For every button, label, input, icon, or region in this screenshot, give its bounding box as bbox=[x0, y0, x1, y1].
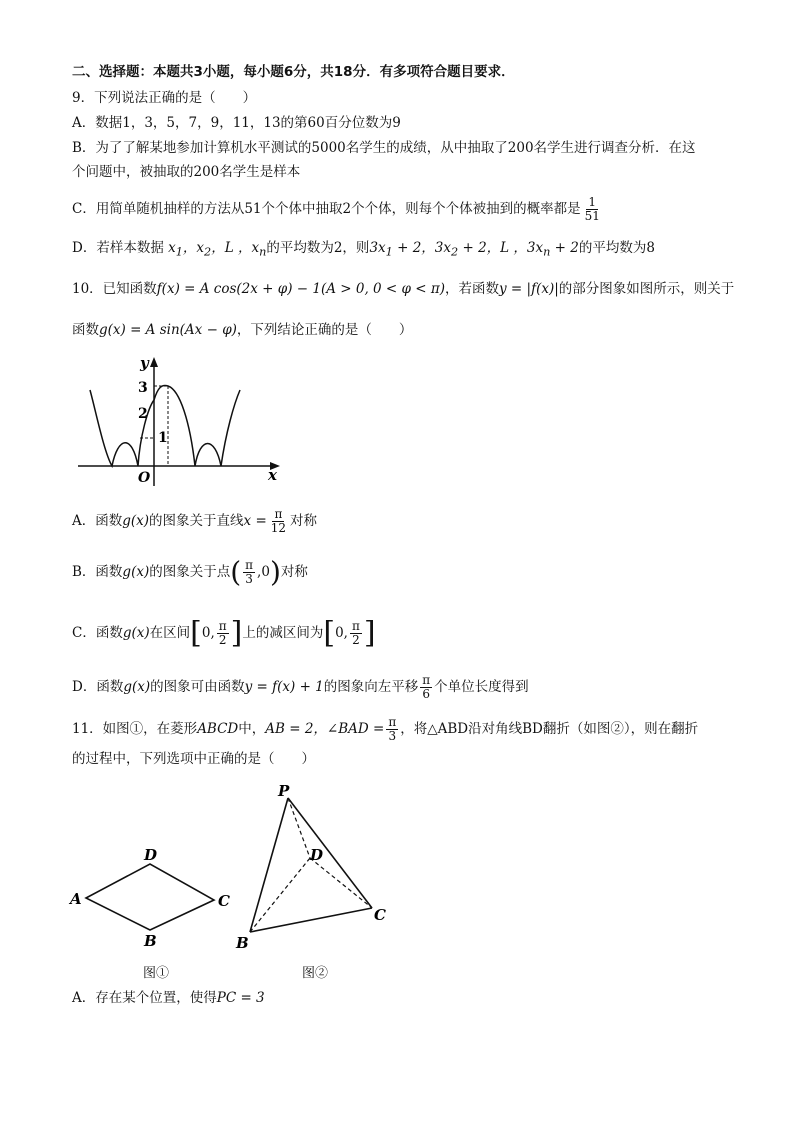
right-bracket: ] bbox=[363, 615, 376, 651]
fraction-denominator: 6 bbox=[422, 687, 431, 701]
function-curve bbox=[90, 385, 240, 466]
fraction-numerator: π bbox=[274, 507, 283, 521]
q10-option-b-fraction bbox=[243, 559, 255, 586]
origin-label: O bbox=[138, 470, 151, 486]
vertex-a-label: A bbox=[70, 890, 82, 908]
q10-option-d bbox=[72, 674, 529, 701]
q10-option-c-g: g(x) bbox=[122, 625, 150, 641]
q10-stem-post: 的部分图象如图所示，则关于 bbox=[558, 281, 735, 297]
tick-label-3: 3 bbox=[138, 380, 148, 396]
q10-stem-pre: 10．已知函数 bbox=[72, 281, 157, 297]
q9-option-b-line1: B．为了了解某地参加计算机水平测试的5000名学生的成绩，从中抽取了200名学生进行调查分析．在这 bbox=[72, 140, 696, 156]
fraction-denominator: 2 bbox=[352, 633, 360, 647]
q9-option-c bbox=[72, 196, 604, 223]
q9-option-b-line2: 个问题中，被抽取的200名学生是样本 bbox=[72, 164, 301, 180]
q9-option-a: A．数据1，3，5，7，9，11，13的第60百分位数为9 bbox=[72, 115, 401, 131]
y-axis-label: y bbox=[140, 354, 149, 372]
rhombus-shape bbox=[86, 864, 214, 930]
q10-option-d-post: 个单位长度得到 bbox=[434, 679, 529, 695]
q11-rhombus-name: ABCD bbox=[197, 721, 239, 737]
q10-stem-mid: ，若函数 bbox=[445, 281, 499, 297]
fraction-numerator: π bbox=[245, 558, 254, 572]
fraction-numerator: π bbox=[422, 673, 431, 687]
q10-option-a-mid: 的图象关于直线 bbox=[149, 513, 244, 529]
y-axis-arrow-icon bbox=[150, 357, 158, 367]
q9-option-c-text: C．用简单随机抽样的方法从51个个体中抽取2个个体，则每个个体被抽到的概率都是 bbox=[72, 201, 581, 217]
interval-zero: 0, bbox=[201, 625, 215, 641]
q10-function-g: g(x) = A sin(Ax − φ) bbox=[99, 322, 237, 338]
q10-option-a bbox=[72, 508, 317, 535]
fraction-denominator: 3 bbox=[245, 572, 253, 586]
q10-option-a-eq: x = bbox=[243, 513, 267, 529]
transformed-data: $3x_1 + 2$，$3x_2 + 2$，L ，$3x_n + 2$ bbox=[369, 240, 579, 259]
q10-option-a-g: g(x) bbox=[122, 513, 150, 529]
q11-option-a bbox=[72, 988, 265, 1008]
fraction-numerator: π bbox=[218, 619, 227, 633]
q9-stem: 9．下列说法正确的是（ ） bbox=[72, 90, 257, 106]
q10-stem-line2 bbox=[72, 320, 412, 340]
fraction-numerator: π bbox=[351, 619, 360, 633]
q11-stem-mid: 中， bbox=[238, 721, 266, 737]
edge-pd bbox=[288, 798, 310, 858]
vertex-d-label: D bbox=[144, 846, 158, 864]
q10-option-b-mid: 的图象关于点 bbox=[149, 564, 231, 580]
figure-2-tetrahedron bbox=[228, 780, 398, 955]
right-bracket: ] bbox=[230, 615, 243, 651]
vertex-b-label: B bbox=[236, 934, 249, 952]
right-paren: ) bbox=[269, 555, 281, 589]
x-axis-label: x bbox=[268, 466, 277, 484]
q10-option-c-fraction-2 bbox=[350, 620, 362, 647]
vertex-d-label: D bbox=[310, 846, 324, 864]
fraction-denominator: 51 bbox=[584, 209, 600, 223]
vertex-b-label: B bbox=[144, 932, 157, 950]
q10-option-b-g: g(x) bbox=[122, 564, 150, 580]
q10-option-c bbox=[72, 615, 376, 651]
figure-1-caption: 图① bbox=[143, 966, 170, 981]
tick-label-1: 1 bbox=[158, 430, 168, 446]
q10-option-b bbox=[72, 555, 308, 589]
q10-option-a-fraction bbox=[269, 508, 288, 535]
interval-zero: 0, bbox=[335, 625, 348, 641]
edge-dc bbox=[310, 858, 372, 908]
left-bracket: [ bbox=[323, 615, 336, 651]
sample-data-x: $x_1$，$x_2$，L ，$x_n$ bbox=[168, 240, 267, 259]
q11-stem-line1 bbox=[72, 716, 698, 743]
q9-option-d-post: 的平均数为8 bbox=[578, 240, 655, 256]
q10-option-d-pre: D．函数 bbox=[72, 679, 124, 695]
q11-stem-pre: 11．如图①，在菱形 bbox=[72, 721, 198, 737]
left-paren: ( bbox=[230, 555, 242, 589]
q10-option-b-post: 对称 bbox=[280, 564, 308, 580]
q11-side-length: AB = 2 bbox=[265, 721, 314, 737]
vertex-c-label: C bbox=[218, 892, 230, 910]
q10-option-c-mid2: 上的减区间为 bbox=[242, 625, 324, 641]
q10-option-b-tail: ,0 bbox=[257, 564, 270, 580]
q10-option-a-pre: A．函数 bbox=[72, 513, 123, 529]
q10-option-c-pre: C．函数 bbox=[72, 625, 123, 641]
left-bracket: [ bbox=[190, 615, 202, 651]
fraction-denominator: 12 bbox=[270, 521, 287, 535]
figure-2-caption: 图② bbox=[302, 966, 329, 981]
q11-stem-line2: 的过程中，下列选项中正确的是（ ） bbox=[72, 751, 315, 767]
q10-option-c-mid: 在区间 bbox=[149, 625, 191, 641]
q10-function-y: y = |f(x)| bbox=[499, 281, 559, 297]
q10-stem-line1 bbox=[72, 279, 734, 299]
q9-option-c-fraction bbox=[583, 196, 602, 223]
q9-option-d bbox=[72, 238, 655, 263]
q11-angle: ，∠BAD = bbox=[313, 721, 385, 737]
tick-label-2: 2 bbox=[138, 406, 148, 422]
q10-option-b-pre: B．函数 bbox=[72, 564, 123, 580]
fraction-numerator: π bbox=[388, 715, 397, 729]
q10-option-d-mid2: 的图象向左平移 bbox=[323, 679, 419, 695]
q10-option-d-fraction bbox=[420, 674, 432, 701]
q11-option-a-eq: PC = 3 bbox=[216, 990, 265, 1006]
edge-bd bbox=[250, 858, 310, 932]
fraction-denominator: 2 bbox=[218, 633, 227, 647]
q9-option-d-pre: D．若样本数据 bbox=[72, 240, 164, 256]
q10-option-d-g: g(x) bbox=[123, 679, 151, 695]
q10-function-f: f(x) = A cos(2x + φ) − 1(A > 0, 0 < φ < π) bbox=[156, 281, 445, 297]
q10-stem2-pre: 函数 bbox=[72, 322, 99, 338]
section-title: 二、选择题：本题共3小题，每小题6分，共18分．有多项符合题目要求． bbox=[72, 64, 515, 80]
vertex-p-label: P bbox=[278, 782, 290, 800]
fraction-denominator: 3 bbox=[388, 729, 397, 743]
q10-graph bbox=[74, 352, 294, 488]
q10-stem2-post: ，下列结论正确的是（ ） bbox=[236, 322, 413, 338]
figure-1-rhombus bbox=[66, 840, 246, 950]
q10-option-d-mid: 的图象可由函数 bbox=[150, 679, 245, 695]
q11-stem-post: ，将△ABD沿对角线BD翻折（如图②），则在翻折 bbox=[400, 721, 699, 737]
vertex-c-label: C bbox=[374, 906, 386, 924]
q10-option-d-func: y = f(x) + 1 bbox=[244, 679, 324, 695]
edge-bc bbox=[250, 908, 372, 932]
q10-option-c-fraction-1 bbox=[217, 620, 229, 647]
q10-option-a-post: 对称 bbox=[290, 513, 318, 529]
q11-angle-fraction bbox=[386, 716, 398, 743]
fraction-numerator: 1 bbox=[588, 195, 597, 209]
q11-option-a-text: A．存在某个位置，使得 bbox=[72, 990, 217, 1006]
edge-pc bbox=[288, 798, 372, 908]
edge-pb bbox=[250, 798, 288, 932]
q9-option-d-mid: 的平均数为2，则 bbox=[266, 240, 370, 256]
